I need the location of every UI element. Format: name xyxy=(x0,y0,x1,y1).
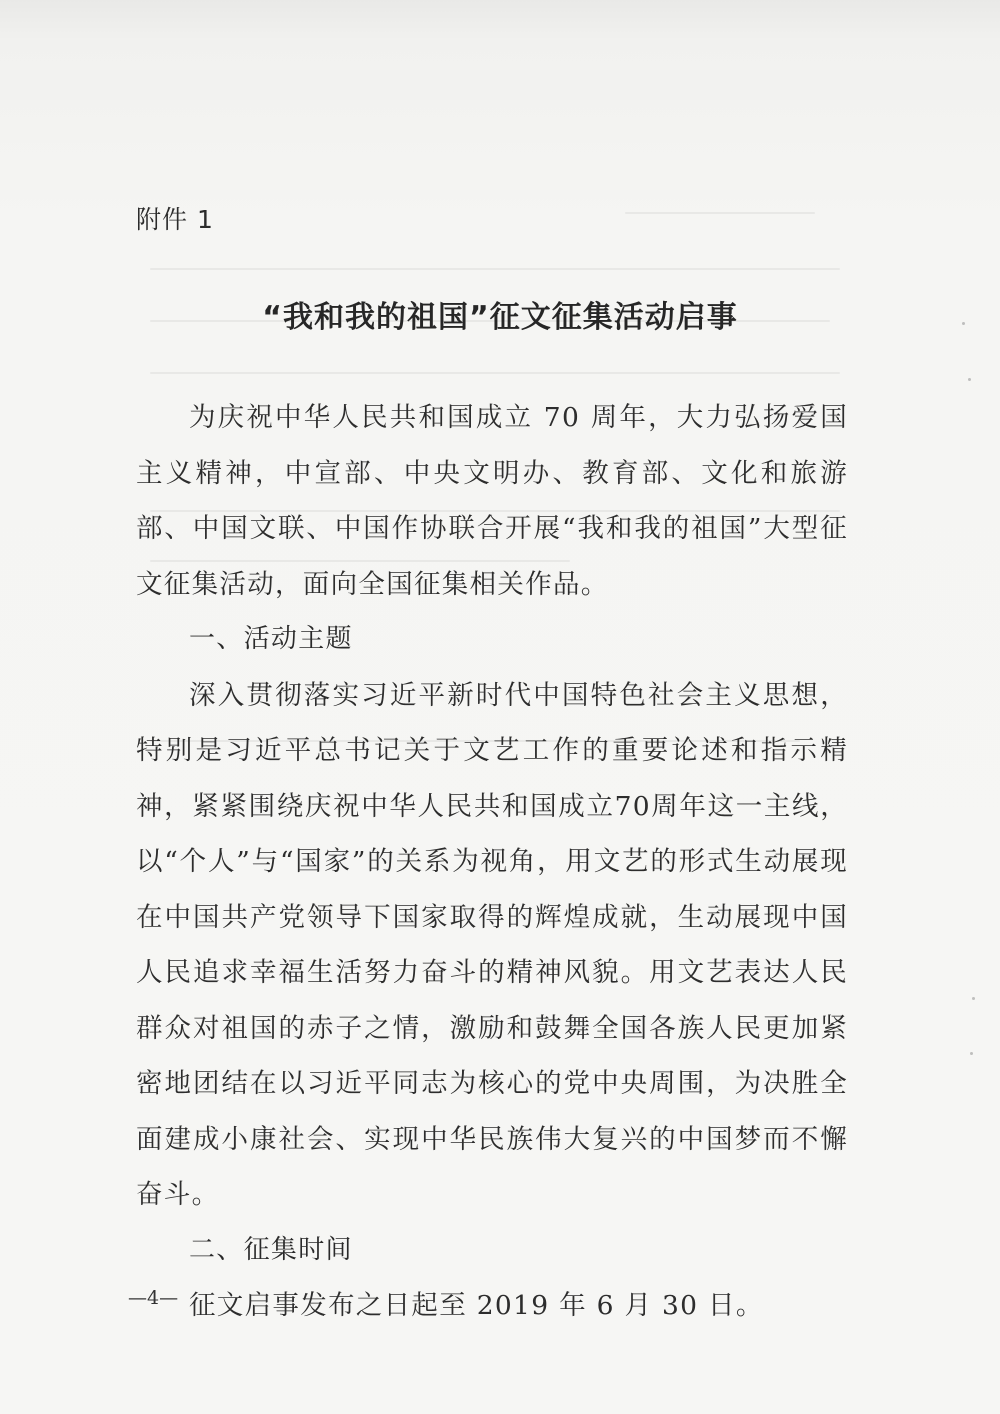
theme-paragraph: 深入贯彻落实习近平新时代中国特色社会主义思想，特别是习近平总书记关于文艺工作的重要论述和指示精神，紧紧围绕庆祝中华人民共和国成立70周年这一主线，以“个人”与“国家”的关系为视角，用文艺的形式生动展现在中国共产党领导下国家取得的辉煌成就，生动展现中国人民追求幸福生活努力奋斗的精神风貌。用文艺表达人民群众对祖国的赤子之情，激励和鼓舞全国各族人民更加紧密地团结在以习近平同志为核心的党中央周围，为决胜全面建成小康社会、实现中华民族伟大复兴的中国梦而不懈奋斗。 xyxy=(136,679,848,1210)
page-number: —4— xyxy=(128,1287,179,1309)
scan-speck xyxy=(970,1052,973,1055)
document-title: “我和我的祖国”征文征集活动启事 xyxy=(262,300,738,335)
scan-speck xyxy=(968,378,971,381)
scan-speck xyxy=(972,997,975,1000)
period-paragraph: 征文启事发布之日起至 2019 年 6 月 30 日。 xyxy=(189,1290,764,1321)
scan-show-through xyxy=(150,268,840,270)
document-body xyxy=(136,390,848,1334)
scan-show-through xyxy=(150,372,840,374)
scan-show-through xyxy=(625,212,815,214)
attachment-label: 附件 1 xyxy=(136,205,214,234)
section-heading-theme: 一、活动主题 xyxy=(189,624,353,654)
intro-paragraph: 为庆祝中华人民共和国成立 70 周年，大力弘扬爱国主义精神，中宣部、中央文明办、教育部、文化和旅游部、中国文联、中国作协联合开展“我和我的祖国”大型征文征集活动，面向全国征集相关作品。 xyxy=(136,402,848,600)
section-heading-period: 二、征集时间 xyxy=(189,1234,353,1265)
